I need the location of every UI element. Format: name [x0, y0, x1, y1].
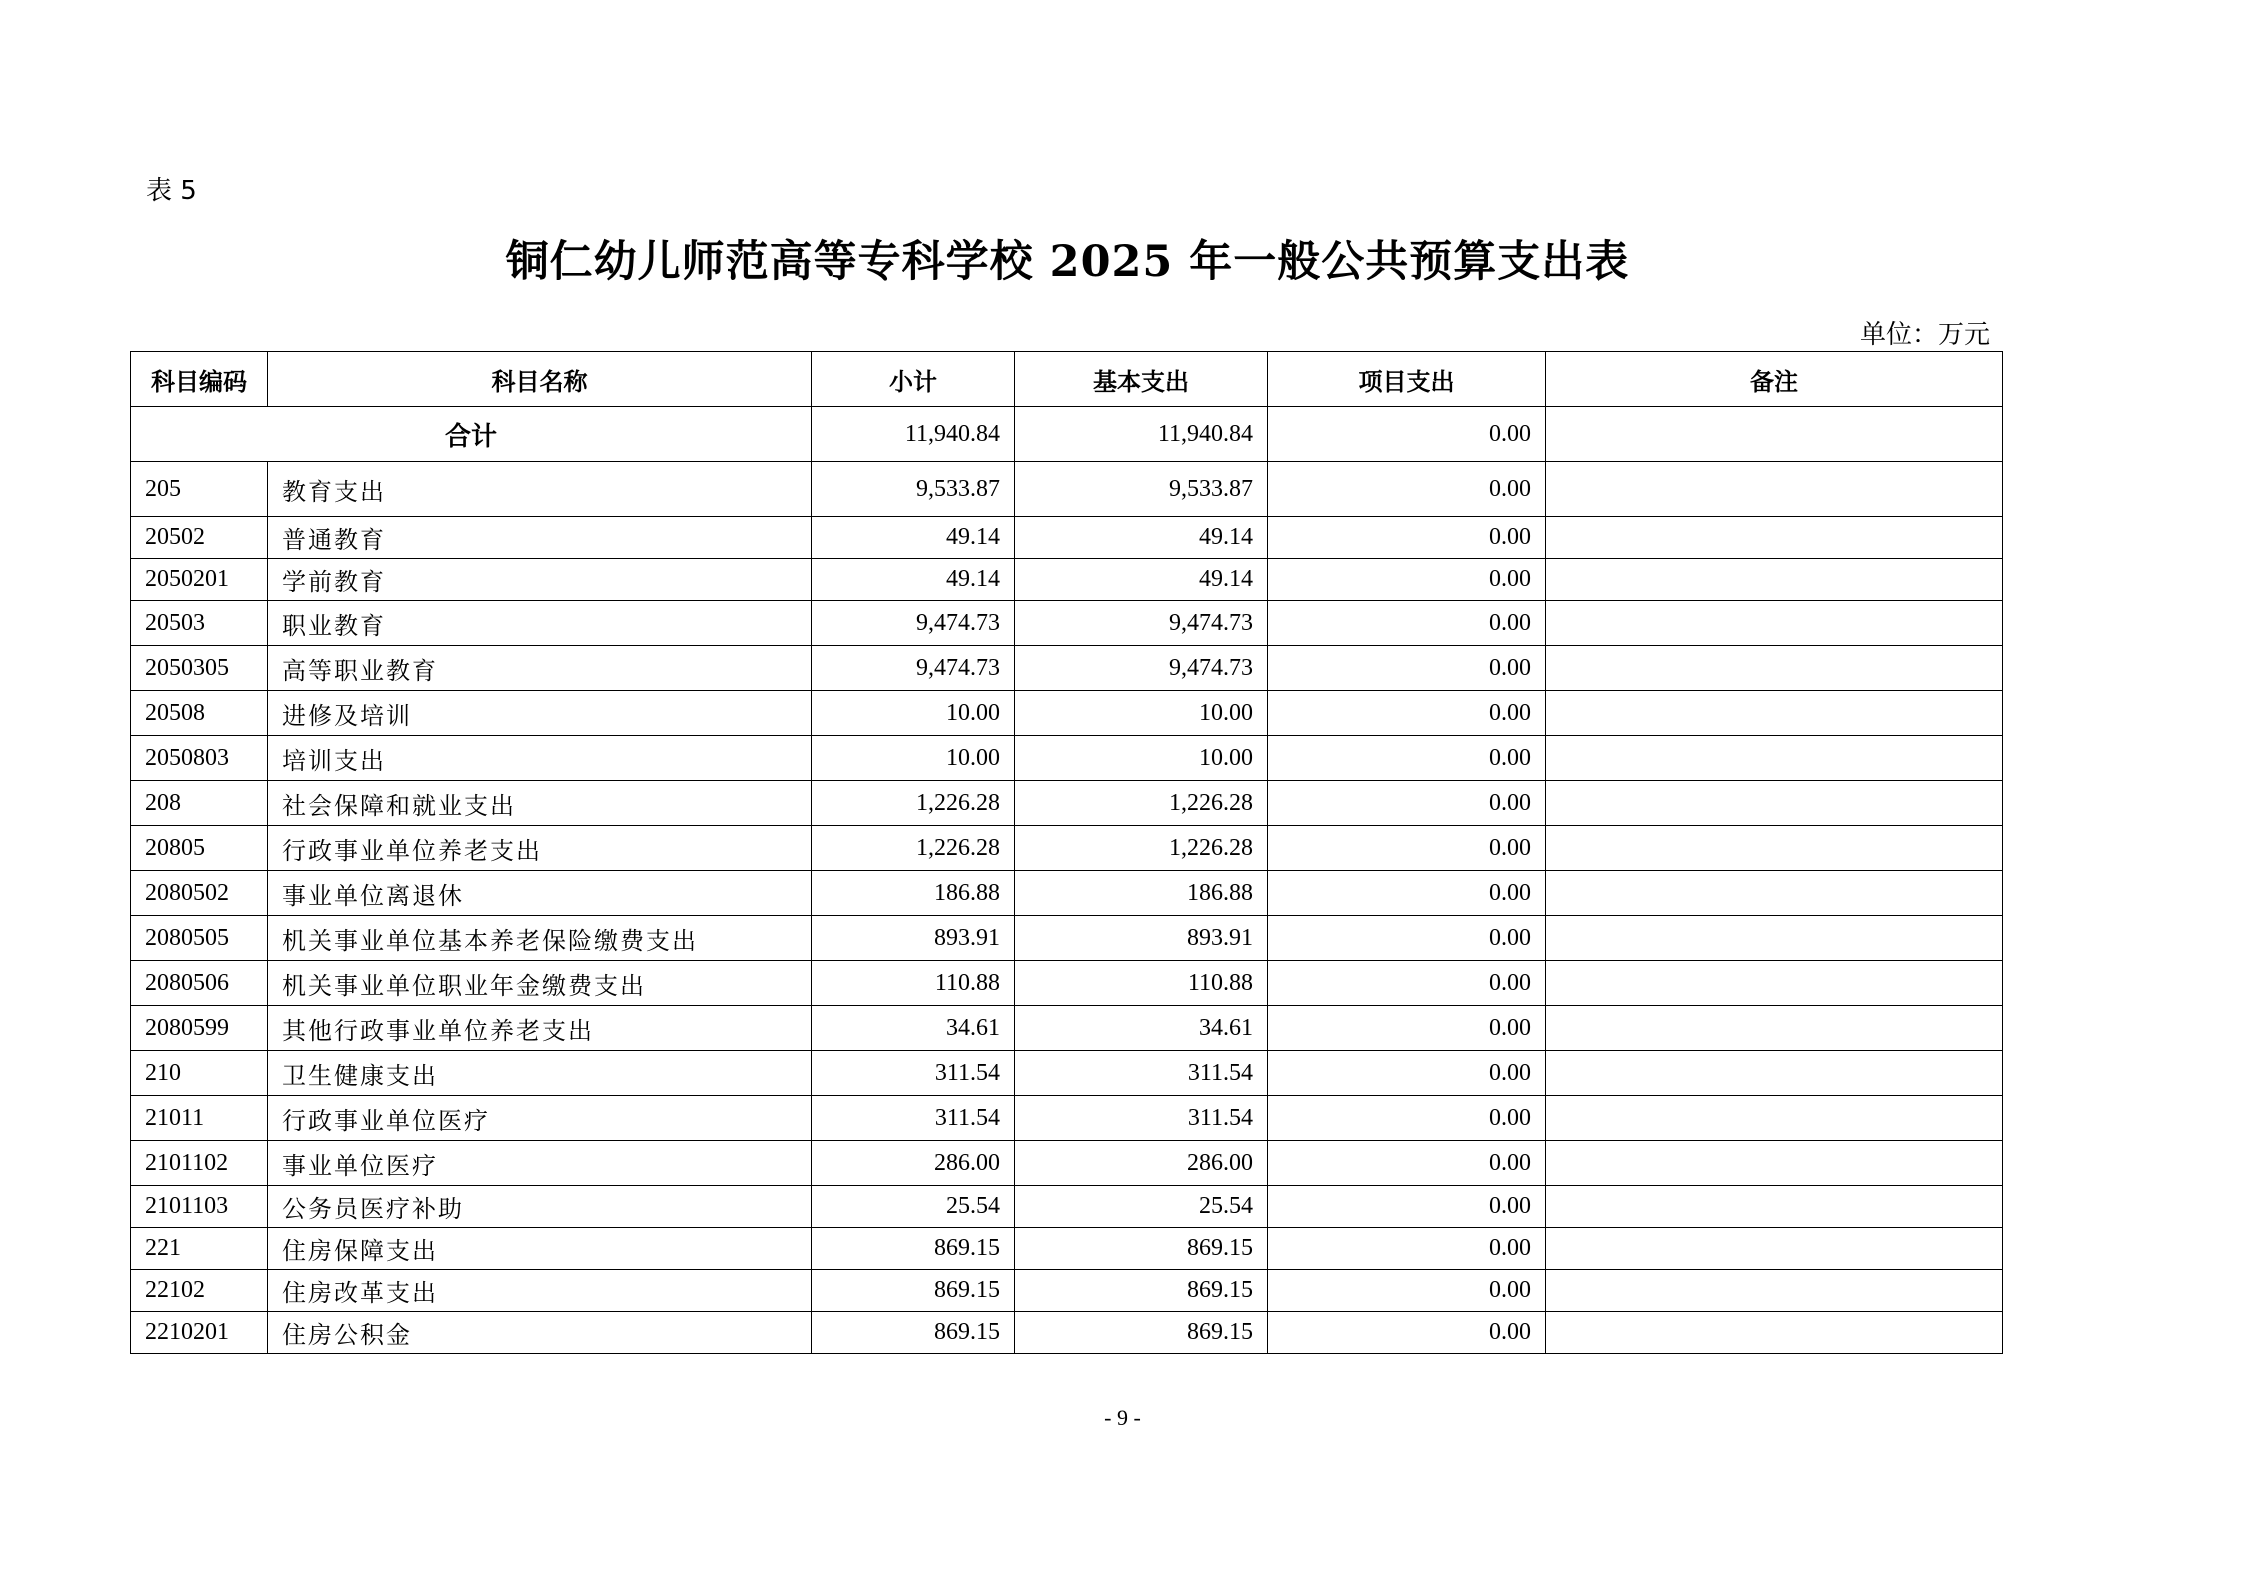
- cell-subtotal: 311.54: [812, 1096, 1015, 1141]
- cell-code: 2080505: [131, 916, 268, 961]
- cell-basic: 9,474.73: [1015, 646, 1268, 691]
- cell-name: 高等职业教育: [268, 646, 812, 691]
- table-row: [131, 1006, 2003, 1051]
- cell-code: 2050803: [131, 736, 268, 781]
- table-row: [131, 691, 2003, 736]
- cell-basic: 25.54: [1015, 1186, 1268, 1228]
- cell-project: 0.00: [1268, 559, 1546, 601]
- table-row: [131, 736, 2003, 781]
- cell-remark: [1546, 1186, 2003, 1228]
- cell-project: 0.00: [1268, 1141, 1546, 1186]
- cell-name: 机关事业单位职业年金缴费支出: [268, 961, 812, 1006]
- table-row: [131, 1270, 2003, 1312]
- page-title: 铜仁幼儿师范高等专科学校 2025 年一般公共预算支出表: [505, 237, 1630, 287]
- cell-project: 0.00: [1268, 826, 1546, 871]
- cell-subtotal: 311.54: [812, 1051, 1015, 1096]
- table-row: [131, 646, 2003, 691]
- cell-name: 事业单位医疗: [268, 1141, 812, 1186]
- total-project: 0.00: [1268, 407, 1546, 462]
- table-row: [131, 1141, 2003, 1186]
- cell-basic: 9,533.87: [1015, 462, 1268, 517]
- cell-remark: [1546, 462, 2003, 517]
- cell-remark: [1546, 646, 2003, 691]
- cell-subtotal: 869.15: [812, 1228, 1015, 1270]
- cell-project: 0.00: [1268, 781, 1546, 826]
- cell-project: 0.00: [1268, 1270, 1546, 1312]
- cell-basic: 186.88: [1015, 871, 1268, 916]
- cell-subtotal: 10.00: [812, 736, 1015, 781]
- table-header-row: [131, 352, 2003, 407]
- cell-project: 0.00: [1268, 736, 1546, 781]
- header-name: 科目名称: [268, 352, 812, 407]
- cell-name: 进修及培训: [268, 691, 812, 736]
- unit-label: 单位：万元: [1859, 320, 1990, 350]
- cell-project: 0.00: [1268, 1096, 1546, 1141]
- cell-remark: [1546, 1312, 2003, 1354]
- cell-basic: 893.91: [1015, 916, 1268, 961]
- cell-name: 行政事业单位医疗: [268, 1096, 812, 1141]
- cell-code: 20805: [131, 826, 268, 871]
- table-row: [131, 781, 2003, 826]
- cell-name: 事业单位离退休: [268, 871, 812, 916]
- cell-name: 职业教育: [268, 601, 812, 646]
- cell-basic: 34.61: [1015, 1006, 1268, 1051]
- cell-code: 221: [131, 1228, 268, 1270]
- cell-basic: 869.15: [1015, 1312, 1268, 1354]
- header-remark: 备注: [1546, 352, 2003, 407]
- cell-remark: [1546, 1096, 2003, 1141]
- cell-code: 208: [131, 781, 268, 826]
- cell-name: 其他行政事业单位养老支出: [268, 1006, 812, 1051]
- cell-subtotal: 186.88: [812, 871, 1015, 916]
- cell-subtotal: 893.91: [812, 916, 1015, 961]
- cell-subtotal: 25.54: [812, 1186, 1015, 1228]
- cell-name: 公务员医疗补助: [268, 1186, 812, 1228]
- table-row: [131, 961, 2003, 1006]
- cell-project: 0.00: [1268, 916, 1546, 961]
- cell-basic: 311.54: [1015, 1051, 1268, 1096]
- cell-subtotal: 286.00: [812, 1141, 1015, 1186]
- cell-subtotal: 869.15: [812, 1270, 1015, 1312]
- cell-code: 2050305: [131, 646, 268, 691]
- cell-basic: 1,226.28: [1015, 826, 1268, 871]
- header-subtotal: 小计: [812, 352, 1015, 407]
- cell-basic: 49.14: [1015, 517, 1268, 559]
- cell-subtotal: 49.14: [812, 559, 1015, 601]
- cell-project: 0.00: [1268, 961, 1546, 1006]
- total-basic: 11,940.84: [1015, 407, 1268, 462]
- cell-remark: [1546, 826, 2003, 871]
- cell-remark: [1546, 559, 2003, 601]
- table-row: [131, 1051, 2003, 1096]
- cell-code: 2101103: [131, 1186, 268, 1228]
- table-row: [131, 517, 2003, 559]
- cell-name: 卫生健康支出: [268, 1051, 812, 1096]
- cell-code: 20508: [131, 691, 268, 736]
- cell-name: 住房保障支出: [268, 1228, 812, 1270]
- cell-subtotal: 110.88: [812, 961, 1015, 1006]
- cell-basic: 311.54: [1015, 1096, 1268, 1141]
- cell-code: 210: [131, 1051, 268, 1096]
- cell-subtotal: 1,226.28: [812, 781, 1015, 826]
- header-project: 项目支出: [1268, 352, 1546, 407]
- cell-remark: [1546, 871, 2003, 916]
- cell-remark: [1546, 601, 2003, 646]
- cell-name: 住房改革支出: [268, 1270, 812, 1312]
- cell-code: 22102: [131, 1270, 268, 1312]
- cell-project: 0.00: [1268, 517, 1546, 559]
- cell-code: 2210201: [131, 1312, 268, 1354]
- cell-basic: 10.00: [1015, 691, 1268, 736]
- table-row: [131, 601, 2003, 646]
- cell-project: 0.00: [1268, 871, 1546, 916]
- cell-subtotal: 49.14: [812, 517, 1015, 559]
- table-row: [131, 871, 2003, 916]
- cell-remark: [1546, 1228, 2003, 1270]
- cell-code: 2080599: [131, 1006, 268, 1051]
- table-row: [131, 1228, 2003, 1270]
- cell-project: 0.00: [1268, 601, 1546, 646]
- cell-basic: 286.00: [1015, 1141, 1268, 1186]
- budget-expenditure-table: [130, 351, 2003, 1354]
- cell-subtotal: 9,533.87: [812, 462, 1015, 517]
- cell-remark: [1546, 961, 2003, 1006]
- table-number-label: 表 5: [146, 176, 197, 206]
- cell-project: 0.00: [1268, 1186, 1546, 1228]
- cell-remark: [1546, 691, 2003, 736]
- cell-remark: [1546, 1006, 2003, 1051]
- table-row: [131, 1312, 2003, 1354]
- cell-subtotal: 9,474.73: [812, 601, 1015, 646]
- cell-name: 教育支出: [268, 462, 812, 517]
- table-row: [131, 1096, 2003, 1141]
- cell-name: 学前教育: [268, 559, 812, 601]
- cell-name: 机关事业单位基本养老保险缴费支出: [268, 916, 812, 961]
- table-row: [131, 916, 2003, 961]
- cell-remark: [1546, 781, 2003, 826]
- cell-code: 20503: [131, 601, 268, 646]
- cell-project: 0.00: [1268, 1006, 1546, 1051]
- cell-remark: [1546, 916, 2003, 961]
- cell-project: 0.00: [1268, 1228, 1546, 1270]
- cell-code: 21011: [131, 1096, 268, 1141]
- cell-basic: 9,474.73: [1015, 601, 1268, 646]
- cell-project: 0.00: [1268, 646, 1546, 691]
- table-row: [131, 1186, 2003, 1228]
- cell-basic: 1,226.28: [1015, 781, 1268, 826]
- cell-name: 行政事业单位养老支出: [268, 826, 812, 871]
- cell-project: 0.00: [1268, 1312, 1546, 1354]
- cell-remark: [1546, 517, 2003, 559]
- cell-code: 2080502: [131, 871, 268, 916]
- total-label: 合计: [131, 407, 812, 462]
- cell-subtotal: 10.00: [812, 691, 1015, 736]
- cell-basic: 869.15: [1015, 1228, 1268, 1270]
- cell-project: 0.00: [1268, 462, 1546, 517]
- cell-code: 2101102: [131, 1141, 268, 1186]
- cell-subtotal: 1,226.28: [812, 826, 1015, 871]
- cell-code: 20502: [131, 517, 268, 559]
- total-row: [131, 407, 2003, 462]
- cell-name: 普通教育: [268, 517, 812, 559]
- table-row: [131, 559, 2003, 601]
- cell-subtotal: 869.15: [812, 1312, 1015, 1354]
- cell-basic: 869.15: [1015, 1270, 1268, 1312]
- page-number: - 9 -: [1104, 1405, 1141, 1430]
- header-basic: 基本支出: [1015, 352, 1268, 407]
- cell-name: 社会保障和就业支出: [268, 781, 812, 826]
- cell-project: 0.00: [1268, 691, 1546, 736]
- table-row: [131, 826, 2003, 871]
- cell-name: 培训支出: [268, 736, 812, 781]
- header-code: 科目编码: [131, 352, 268, 407]
- cell-subtotal: 9,474.73: [812, 646, 1015, 691]
- total-subtotal: 11,940.84: [812, 407, 1015, 462]
- cell-code: 205: [131, 462, 268, 517]
- cell-basic: 10.00: [1015, 736, 1268, 781]
- cell-remark: [1546, 1270, 2003, 1312]
- cell-code: 2050201: [131, 559, 268, 601]
- cell-basic: 110.88: [1015, 961, 1268, 1006]
- cell-name: 住房公积金: [268, 1312, 812, 1354]
- table-row: [131, 462, 2003, 517]
- cell-remark: [1546, 1141, 2003, 1186]
- cell-subtotal: 34.61: [812, 1006, 1015, 1051]
- cell-remark: [1546, 1051, 2003, 1096]
- cell-basic: 49.14: [1015, 559, 1268, 601]
- cell-project: 0.00: [1268, 1051, 1546, 1096]
- cell-code: 2080506: [131, 961, 268, 1006]
- total-remark: [1546, 407, 2003, 462]
- cell-remark: [1546, 736, 2003, 781]
